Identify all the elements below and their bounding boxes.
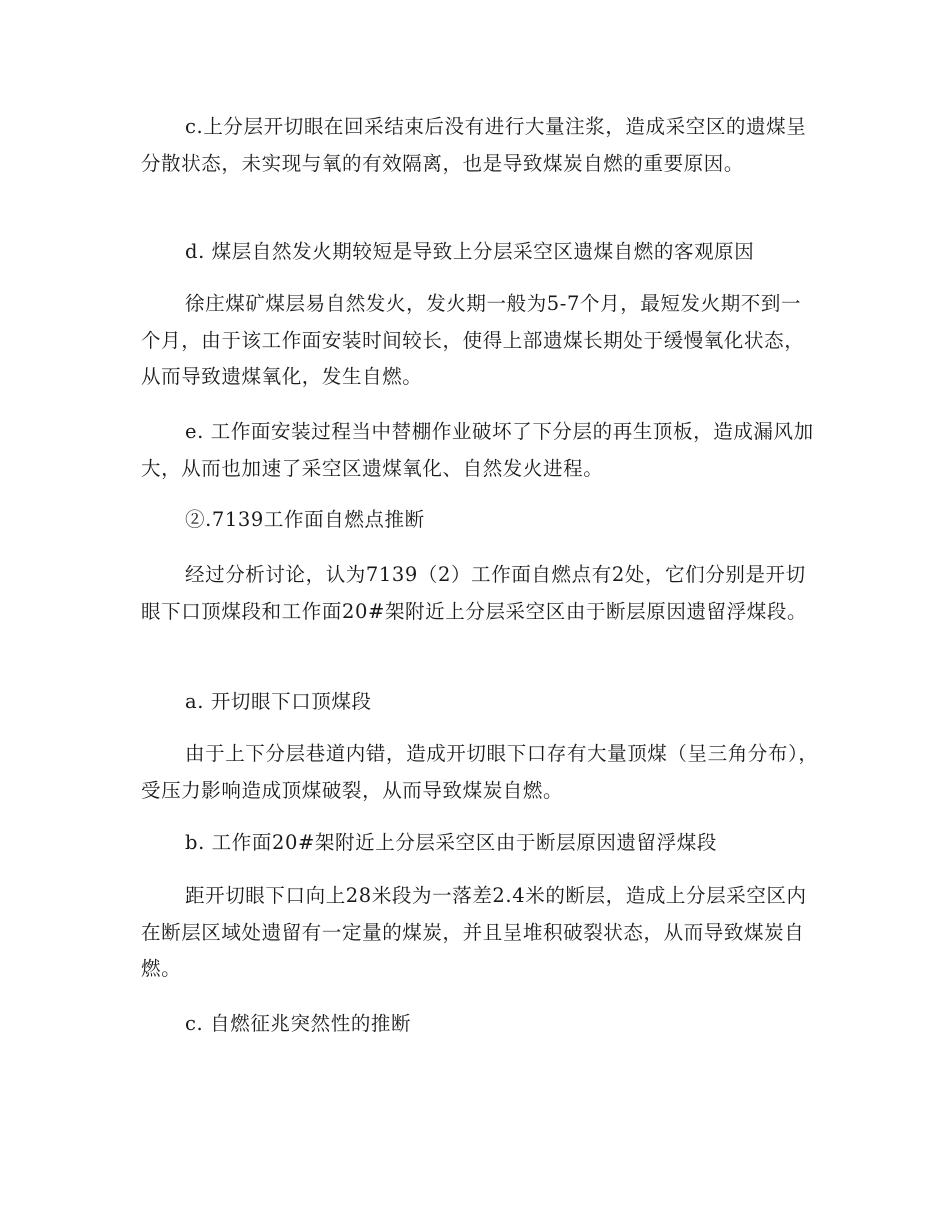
paragraph-cause-e: e. 工作面安装过程当中替棚作业破坏了下分层的再生顶板，造成漏风加大，从而也加速了采空区遗煤氧化、自然发火进程。 [141,420,814,480]
subheading-c-suddenness: c. 自燃征兆突然性的推断 [185,1012,412,1035]
subheading-b-fault-float-coal: b. 工作面20#架附近上分层采空区由于断层原因遗留浮煤段 [185,831,717,854]
paragraph-fault-detail: 距开切眼下口向上28米段为一落差2.4米的断层，造成上分层采空区内在断层区域处遗留有一定量的煤炭，并且呈堆积破裂状态，从而导致煤炭自燃。 [141,884,807,980]
paragraph-xuzhuang-fire-period: 徐庄煤矿煤层易自然发火，发火期一般为5-7个月，最短发火期不到一个月，由于该工作面安装时间较长，使得上部遗煤长期处于缓慢氧化状态，从而导致遗煤氧化，发生自燃。 [141,292,805,388]
paragraph-top-coal-detail: 由于上下分层巷道内错，造成开切眼下口存有大量顶煤（呈三角分布），受压力影响造成顶煤破裂，从而导致煤炭自燃。 [141,742,819,802]
subheading-a-top-coal: a. 开切眼下口顶煤段 [185,690,372,713]
paragraph-cause-c: c.上分层开切眼在回采结束后没有进行大量注浆，造成采空区的遗煤呈分散状态，未实现与氧的有效隔离，也是导致煤炭自燃的重要原因。 [141,115,807,175]
paragraph-cause-d: d. 煤层自然发火期较短是导致上分层采空区遗煤自燃的客观原因 [185,240,755,263]
section-heading-7139-fire-point: ②.7139工作面自燃点推断 [185,508,425,531]
paragraph-analysis-conclusion: 经过分析讨论，认为7139（2）工作面自燃点有2处，它们分别是开切眼下口顶煤段和工作面20#架附近上分层采空区由于断层原因遗留浮煤段。 [141,563,808,623]
